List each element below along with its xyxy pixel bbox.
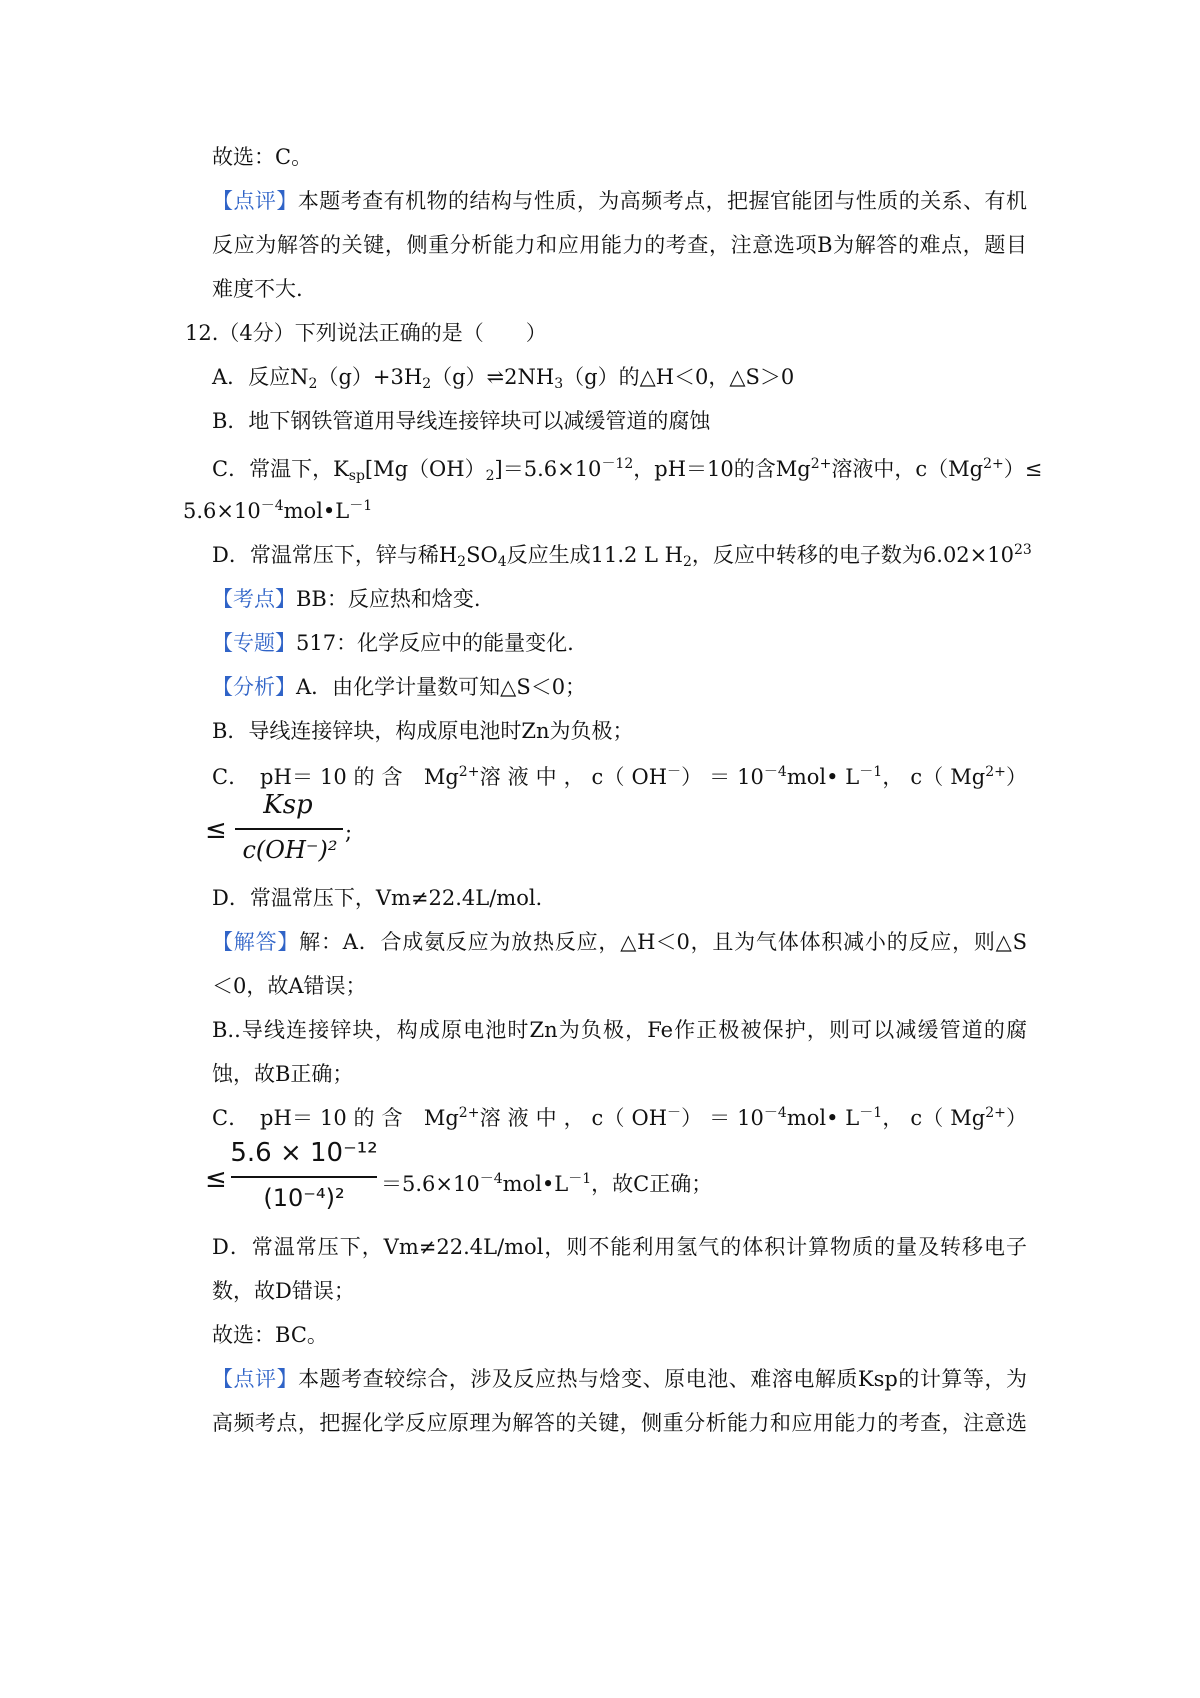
- option-d: D．常温常压下，锌与稀$H_2SO_4$反应生成11.2 L $H_2$，反应中转移的电子数为$6.02\times 10^{23}$: [212, 542, 1032, 570]
- topic-tag: 【专题】: [212, 631, 296, 655]
- le-sign: ≤: [205, 1164, 227, 1194]
- text-line: D．常温常压下，Vm≠22.4L/mol，则不能利用氢气的体积计算物质的量及转移电子: [212, 1235, 1027, 1259]
- le-sign: ≤: [205, 815, 227, 845]
- question-title: 12.（4分）下列说法正确的是（ ）: [185, 321, 547, 345]
- text-line: 故选：C。: [212, 145, 313, 169]
- analysis-tag: 【分析】: [212, 675, 296, 699]
- text-line: C． pH＝ 10 的 含 $Mg^{2+}$溶 液 中 ， c（ $OH^-) = 10^{-4}mol•$ $L^{-1}$， c（ $Mg^{2+}$）: [212, 1105, 1028, 1130]
- answer-tag: 【解答】: [212, 930, 300, 954]
- text-line: 故选：BC。: [212, 1323, 328, 1347]
- fraction-bar: [231, 1176, 377, 1178]
- text-line: 数，故D错误；: [212, 1279, 355, 1303]
- analysis-line: 【分析】A．由化学计量数可知△S＜0；: [212, 675, 587, 699]
- text-line: B..导线连接锌块，构成原电池时Zn为负极，Fe作正极被保护，则可以减缓管道的腐: [212, 1018, 1027, 1042]
- comment-line: 【点评】本题考查有机物的结构与性质，为高频考点，把握官能团与性质的关系、有机: [212, 189, 1028, 213]
- option-b: B．地下钢铁管道用导线连接锌块可以减缓管道的腐蚀: [212, 409, 711, 433]
- fraction-calc: [205, 1138, 725, 1228]
- fraction-denominator: (10⁻⁴)²: [263, 1184, 345, 1212]
- text-line: 高频考点，把握化学反应原理为解答的关键，侧重分析能力和应用能力的考查，注意选: [212, 1411, 1027, 1435]
- point-line: 【考点】BB：反应热和焓变.: [212, 587, 481, 611]
- text-line: C． pH＝ 10 的 含 $Mg^{2+}$溶 液 中 ， c（ $OH^-) = 10^{-4}mol•$ $L^{-1}$， c（ $Mg^{2+}$）: [212, 764, 1028, 789]
- fraction-result: $=5.6\times 10^{-4}mol•L^{-1}$，故C正确；: [381, 1171, 713, 1196]
- comment-tag: 【点评】: [212, 189, 298, 213]
- fraction-ksp: ≤ Ksp c(OH⁻)² ;: [205, 790, 353, 864]
- text-line: D．常温常压下，Vm≠22.4L/mol.: [212, 886, 543, 910]
- answer-line: 【解答】解：A．合成氨反应为放热反应，△H＜0，且为气体体积减小的反应，则△S: [212, 930, 1028, 954]
- topic-line: 【专题】517：化学反应中的能量变化.: [212, 631, 574, 655]
- option-c: C．常温下，$K_{sp}[Mg(OH)_2]=5.6\times 10^{-12}$，pH＝10的含$Mg^{2+}$溶液中，$c(Mg^{2+})\le$: [212, 456, 1043, 484]
- comment-line: 【点评】本题考查较综合，涉及反应热与焓变、原电池、难溶电解质Ksp的计算等，为: [212, 1367, 1028, 1391]
- text-line: 反应为解答的关键，侧重分析能力和应用能力的考查，注意选项B为解答的难点，题目: [212, 233, 1027, 257]
- point-tag: 【考点】: [212, 587, 296, 611]
- text-line: B．导线连接锌块，构成原电池时Zn为负极；: [212, 719, 634, 743]
- comment-tag: 【点评】: [212, 1367, 299, 1391]
- text-line: 蚀，故B正确；: [212, 1062, 354, 1086]
- fraction-numerator: 5.6 × 10⁻¹²: [230, 1138, 378, 1168]
- fraction-denominator: c(OH⁻)²: [242, 836, 338, 864]
- text-line: ＜0，故A错误；: [212, 974, 367, 998]
- fraction-numerator: Ksp: [263, 790, 313, 820]
- fraction-bar: [235, 828, 343, 830]
- option-c-cont: $5.6\times 10^{-4}mol•L^{-1}$: [183, 498, 373, 523]
- option-a: A．反应$N_2(g)+3H_2(g)\rightleftharpoons 2NH_3(g)$的△H＜0，△S＞0: [212, 365, 795, 392]
- text-line: 难度不大.: [212, 277, 303, 301]
